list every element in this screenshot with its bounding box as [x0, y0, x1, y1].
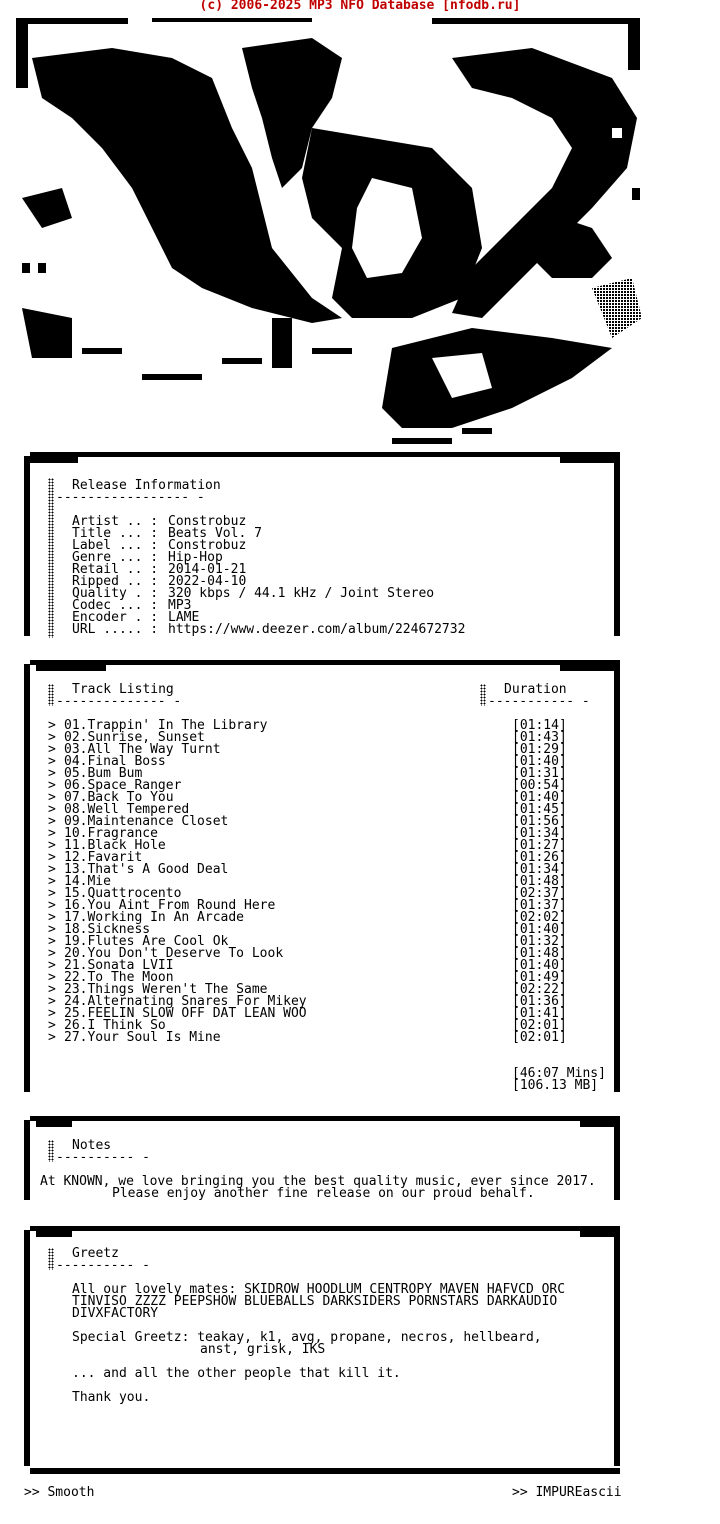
release-field-key: Label ... : [72, 538, 159, 553]
track-bullet-icon: > [48, 826, 56, 841]
track-title: 27.Your Soul Is Mine [64, 1030, 221, 1045]
track-duration: [01:31] [512, 766, 567, 781]
track-duration: [01:32] [512, 934, 567, 949]
track-duration: [02:02] [512, 910, 567, 925]
ascii-art-logo [12, 18, 652, 448]
tracks-frame-top [30, 660, 620, 665]
track-duration: [01:48] [512, 946, 567, 961]
track-bullet-icon: > [48, 838, 56, 853]
release-field-value: 2014-01-21 [168, 562, 247, 577]
tracks-heading: Track Listing [72, 682, 174, 697]
track-title: 21.Sonata LVII [64, 958, 174, 973]
release-field-value: 2022-04-10 [168, 574, 247, 589]
track-row [48, 1032, 567, 1044]
track-duration: [01:41] [512, 1006, 567, 1021]
track-duration: [01:29] [512, 742, 567, 757]
track-duration: [01:36] [512, 994, 567, 1009]
track-duration: [01:56] [512, 814, 567, 829]
notes-frame-right [614, 1120, 620, 1200]
notes-line-2: Please enjoy another fine release on our proud behalf. [112, 1186, 535, 1201]
greetz-mates-1: All our lovely mates: SKIDROW HOODLUM CENTROPY MAVEN HAFVCD ORC [72, 1282, 566, 1297]
track-bullet-icon: > [48, 862, 56, 877]
release-frame-left [24, 456, 30, 636]
track-duration: [02:37] [512, 886, 567, 901]
release-field-key: Quality . : [72, 586, 159, 601]
track-title: 19.Flutes Are Cool Ok [64, 934, 229, 949]
track-title: 23.Things Weren't The Same [64, 982, 268, 997]
nfodb-credit: (c) 2006-2025 MP3 NFO Database [nfodb.ru] [199, 0, 521, 13]
notes-frame-left [24, 1120, 30, 1200]
release-field-row [72, 624, 465, 636]
notes-frame-top [30, 1116, 620, 1121]
release-field-key: URL ..... : [72, 622, 159, 637]
track-duration: [01:34] [512, 862, 567, 877]
greetz-heading: Greetz [72, 1246, 119, 1261]
track-title: 05.Bum Bum [64, 766, 143, 781]
release-field-value: Constrobuz [168, 538, 247, 553]
greetz-others: ... and all the other people that kill it. [72, 1366, 401, 1381]
track-duration: [01:45] [512, 802, 567, 817]
track-title: 12.Favarit [64, 850, 143, 865]
greetz-special-2: anst, grisk, IKS [200, 1342, 326, 1357]
track-title: 13.That's A Good Deal [64, 862, 229, 877]
track-duration: [01:40] [512, 754, 567, 769]
greetz-frame-top [30, 1226, 620, 1231]
release-field-key: Retail .. : [72, 562, 159, 577]
track-bullet-icon: > [48, 766, 56, 781]
track-title: 02.Sunrise, Sunset [64, 730, 205, 745]
track-duration: [02:01] [512, 1018, 567, 1033]
tracks-frame-right [614, 664, 620, 1092]
greetz-mates-2: TINVISO ZZZZ PEEPSHOW BLUEBALLS DARKSIDERS PORNSTARS DARKAUDIO [72, 1294, 558, 1309]
release-field-value: MP3 [168, 598, 192, 613]
release-heading-underline: ----------------- - [56, 490, 205, 505]
release-field-key: Codec ... : [72, 598, 159, 613]
track-title: 14.Mie [64, 874, 111, 889]
track-bullet-icon: > [48, 802, 56, 817]
tracks-frame-left [24, 664, 30, 1092]
release-frame-top [30, 452, 620, 457]
duration-heading: Duration [504, 682, 567, 697]
track-title: 01.Trappin' In The Library [64, 718, 268, 733]
track-bullet-icon: > [48, 1018, 56, 1033]
track-title: 08.Well Tempered [64, 802, 190, 817]
greetz-heading-underline: ---------- - [56, 1258, 150, 1273]
track-duration: [01:40] [512, 922, 567, 937]
release-field-value: 320 kbps / 44.1 kHz / Joint Stereo [168, 586, 435, 601]
track-title: 25.FEELIN SLOW OFF DAT LEAN WOO [64, 1006, 307, 1021]
track-duration: [02:22] [512, 982, 567, 997]
track-duration: [01:40] [512, 790, 567, 805]
track-duration: [01:43] [512, 730, 567, 745]
release-field-value: https://www.deezer.com/album/224672732 [168, 622, 466, 637]
release-field-key: Artist .. : [72, 514, 159, 529]
greetz-special-1: Special Greetz: teakay, k1, avg, propane, necros, hellbeard, [72, 1330, 542, 1345]
track-duration: [01:34] [512, 826, 567, 841]
track-title: 07.Back To You [64, 790, 174, 805]
total-size: [106.13 MB] [512, 1078, 599, 1093]
track-duration: [01:27] [512, 838, 567, 853]
logo-signature: sM [576, 82, 592, 97]
duration-heading-underline: ----------- - [488, 694, 590, 709]
track-bullet-icon: > [48, 718, 56, 733]
release-field-value: Hip-Hop [168, 550, 223, 565]
track-title: 26.I Think So [64, 1018, 166, 1033]
track-bullet-icon: > [48, 922, 56, 937]
track-title: 24.Alternating Snares For Mikey [64, 994, 307, 1009]
track-bullet-icon: > [48, 898, 56, 913]
track-title: 06.Space Ranger [64, 778, 182, 793]
track-bullet-icon: > [48, 850, 56, 865]
greetz-thanks: Thank you. [72, 1390, 151, 1405]
track-duration: [00:54] [512, 778, 567, 793]
track-duration: [01:37] [512, 898, 567, 913]
track-title: 17.Working In An Arcade [64, 910, 245, 925]
track-bullet-icon: > [48, 958, 56, 973]
track-bullet-icon: > [48, 934, 56, 949]
track-duration: [01:26] [512, 850, 567, 865]
track-bullet-icon: > [48, 970, 56, 985]
track-bullet-icon: > [48, 1006, 56, 1021]
track-title: 16.You Aint From Round Here [64, 898, 276, 913]
release-field-key: Encoder . : [72, 610, 159, 625]
track-title: 03.All The Way Turnt [64, 742, 221, 757]
release-field-key: Ripped .. : [72, 574, 159, 589]
track-bullet-icon: > [48, 886, 56, 901]
track-title: 15.Quattrocento [64, 886, 182, 901]
track-duration: [01:49] [512, 970, 567, 985]
footer-right: >> IMPUREascii [512, 1485, 622, 1500]
track-bullet-icon: > [48, 910, 56, 925]
track-bullet-icon: > [48, 790, 56, 805]
track-row [48, 864, 567, 876]
release-fields [72, 516, 465, 636]
track-title: 20.You Don't Deserve To Look [64, 946, 284, 961]
track-title: 09.Maintenance Closet [64, 814, 229, 829]
track-duration: [02:01] [512, 1030, 567, 1045]
tracks-heading-underline: -------------- - [56, 694, 182, 709]
track-duration: [01:48] [512, 874, 567, 889]
track-bullet-icon: > [48, 778, 56, 793]
total-time: [46:07 Mins] [512, 1066, 606, 1081]
track-title: 04.Final Boss [64, 754, 166, 769]
track-duration: [01:40] [512, 958, 567, 973]
track-bullet-icon: > [48, 994, 56, 1009]
track-title: 11.Black Hole [64, 838, 166, 853]
track-bullet-icon: > [48, 730, 56, 745]
release-field-key: Title ... : [72, 526, 159, 541]
greetz-frame-bottom [30, 1468, 620, 1474]
track-list [48, 720, 567, 1044]
release-heading: Release Information [72, 478, 221, 493]
greetz-mates-3: DIVXFACTORY [72, 1306, 159, 1321]
release-field-value: Constrobuz [168, 514, 247, 529]
track-bullet-icon: > [48, 1030, 56, 1045]
footer-left: >> Smooth [24, 1485, 95, 1500]
track-bullet-icon: > [48, 874, 56, 889]
release-field-value: Beats Vol. 7 [168, 526, 262, 541]
greetz-frame-right [614, 1230, 620, 1466]
release-frame-right [614, 456, 620, 636]
greetz-frame-left [24, 1230, 30, 1466]
track-bullet-icon: > [48, 814, 56, 829]
track-bullet-icon: > [48, 982, 56, 997]
track-duration: [01:14] [512, 718, 567, 733]
track-bullet-icon: > [48, 946, 56, 961]
release-field-key: Genre ... : [72, 550, 159, 565]
notes-line-1: At KNOWN, we love bringing you the best quality music, ever since 2017. [40, 1174, 596, 1189]
notes-heading: Notes [72, 1138, 112, 1153]
track-title: 18.Sickness [64, 922, 151, 937]
track-bullet-icon: > [48, 742, 56, 757]
track-title: 10.Fragrance [64, 826, 158, 841]
notes-heading-underline: ---------- - [56, 1150, 150, 1165]
track-title: 22.To The Moon [64, 970, 174, 985]
release-field-value: LAME [168, 610, 200, 625]
track-bullet-icon: > [48, 754, 56, 769]
